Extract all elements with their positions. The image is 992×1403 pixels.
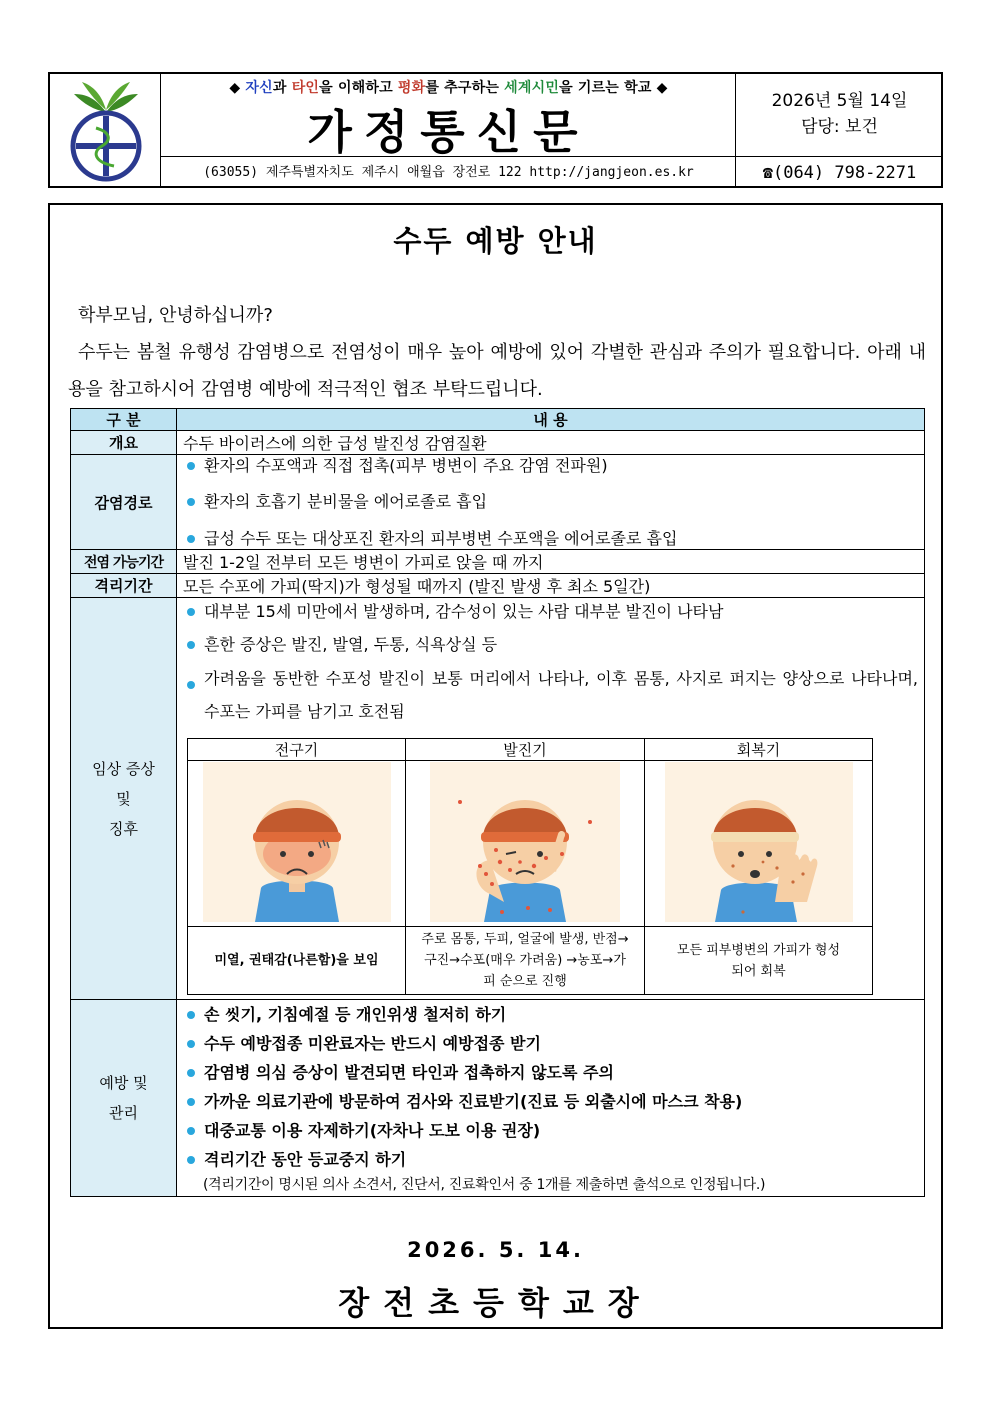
notice-title: 수두 예방 안내 <box>393 224 598 258</box>
school-phone: ☎(064) 798-2271 <box>762 163 917 183</box>
stage-caption: 미열, 권태감(나른함)을 보임 <box>188 927 406 995</box>
stage-name: 전구기 <box>188 739 406 761</box>
intro-paragraph <box>68 297 926 408</box>
col-content: 내 용 <box>177 409 925 431</box>
list-item: 수두 예방접종 미완료자는 반드시 예방접종 받기 <box>183 1029 918 1058</box>
table-row-overview <box>71 431 925 455</box>
stage-table <box>187 738 873 995</box>
symptoms-cell <box>177 598 925 1000</box>
row-text: 발진 1-2일 전부터 모든 병변이 가피로 앉을 때 까지 <box>177 550 925 574</box>
greeting: 학부모님, 안녕하십니까? <box>78 305 273 326</box>
row-text: 모든 수포에 가피(딱지)가 형성될 때까지 (발진 발생 후 최소 5일간) <box>177 574 925 598</box>
newsletter-title: 가정통신문 <box>307 105 590 159</box>
bullet-icon <box>187 1040 195 1048</box>
route-list <box>177 455 925 550</box>
table-row-symptoms <box>71 598 925 1000</box>
table-header-row <box>71 409 925 431</box>
letterhead <box>48 72 943 188</box>
bullet-icon <box>187 681 195 689</box>
phone-icon: ☎ <box>762 163 773 183</box>
list-item: 환자의 호흡기 분비물을 에어로졸로 흡입 <box>183 486 918 519</box>
row-label: 개요 <box>71 431 177 455</box>
intro-text: 수두는 봄철 유행성 감염병으로 전염성이 매우 높아 예방에 있어 각별한 관심과 주의가 필요합니다. 아래 내용을 참고하시어 감염병 예방에 적극적인 협조 부탁드립니다. <box>68 342 926 400</box>
rash-stage-illustration <box>430 762 620 922</box>
list-item: 격리기간 동안 등교중지 하기 <box>183 1145 918 1174</box>
notice-body <box>48 203 943 1329</box>
bullet-icon <box>187 641 195 649</box>
table-row-contagious <box>71 550 925 574</box>
table-row-prevention <box>71 1000 925 1197</box>
stage-caption: 주로 몸통, 두피, 얼굴에 발생, 반점→구진→수포(매우 가려움) →농포→가피 순으로 진행 <box>406 927 645 995</box>
list-item: 가려움을 동반한 수포성 발진이 보통 머리에서 나타나, 이후 몸통, 사지로 퍼지는 양상으로 나타나며, 수포는 가피를 남기고 호전됨 <box>183 668 918 728</box>
recovery-stage-illustration <box>665 762 853 922</box>
attendance-note: (격리기간이 명시된 의사 소견서, 진단서, 진료확인서 중 1개를 제출하면 출석으로 인정됩니다.) <box>203 1177 766 1193</box>
bullet-icon <box>187 535 195 543</box>
bullet-icon <box>187 1098 195 1106</box>
stage-name: 회복기 <box>645 739 873 761</box>
col-category: 구 분 <box>71 409 177 431</box>
bullet-icon <box>187 1127 195 1135</box>
list-item: 대중교통 이용 자제하기(자차나 도보 이용 권장) <box>183 1116 918 1145</box>
row-label: 전염 가능기간 <box>71 550 177 574</box>
table-row-route <box>71 455 925 550</box>
row-label: 격리기간 <box>71 574 177 598</box>
school-motto: ◆ 자신과 타인을 이해하고 평화를 추구하는 세계시민을 기르는 학교 ◆ <box>229 80 668 96</box>
table-row-isolation <box>71 574 925 598</box>
prodrome-stage-illustration <box>203 762 391 922</box>
bullet-icon <box>187 1069 195 1077</box>
bullet-icon <box>187 1011 195 1019</box>
info-table <box>70 408 925 1197</box>
issue-contact: 담당: 보건 <box>801 117 878 137</box>
row-label: 감염경로 <box>71 455 177 550</box>
stage-name: 발진기 <box>406 739 645 761</box>
list-item: 대부분 15세 미만에서 발생하며, 감수성이 있는 사람 대부분 발진이 나타남 <box>183 602 918 635</box>
sign-date: 2026. 5. 14. <box>407 1238 584 1262</box>
list-item: 감염병 의심 증상이 발견되면 타인과 접촉하지 않도록 주의 <box>183 1058 918 1087</box>
school-address: (63055) 제주특별자치도 제주시 애월읍 장전로 122 http://jangjeon.es.kr <box>203 165 694 180</box>
list-item: 손 씻기, 기침예절 등 개인위생 철저히 하기 <box>183 1000 918 1029</box>
bullet-icon <box>187 498 195 506</box>
issue-info <box>736 88 943 140</box>
list-item: 환자의 수포액과 직접 접촉(피부 병변이 주요 감염 전파원) <box>183 456 918 486</box>
list-item: 흔한 증상은 발진, 발열, 두통, 식욕상실 등 <box>183 635 918 668</box>
issue-date: 2026년 5월 14일 <box>771 91 908 111</box>
row-text: 수두 바이러스에 의한 급성 발진성 감염질환 <box>177 431 925 455</box>
stage-caption: 모든 피부병변의 가피가 형성되어 회복 <box>645 927 873 995</box>
bullet-icon <box>187 462 195 470</box>
row-label: 예방 및 관리 <box>71 1000 177 1197</box>
list-item: 급성 수두 또는 대상포진 환자의 피부병변 수포액을 에어로졸로 흡입 <box>183 519 918 549</box>
prevention-cell <box>177 1000 925 1197</box>
principal-signature: 장전초등학교장 <box>338 1284 653 1322</box>
school-logo <box>64 80 148 184</box>
list-item: 가까운 의료기관에 방문하여 검사와 진료받기(진료 등 외출시에 마스크 착용) <box>183 1087 918 1116</box>
row-label: 임상 증상 및 징후 <box>71 598 177 1000</box>
bullet-icon <box>187 1156 195 1164</box>
bullet-icon <box>187 608 195 616</box>
